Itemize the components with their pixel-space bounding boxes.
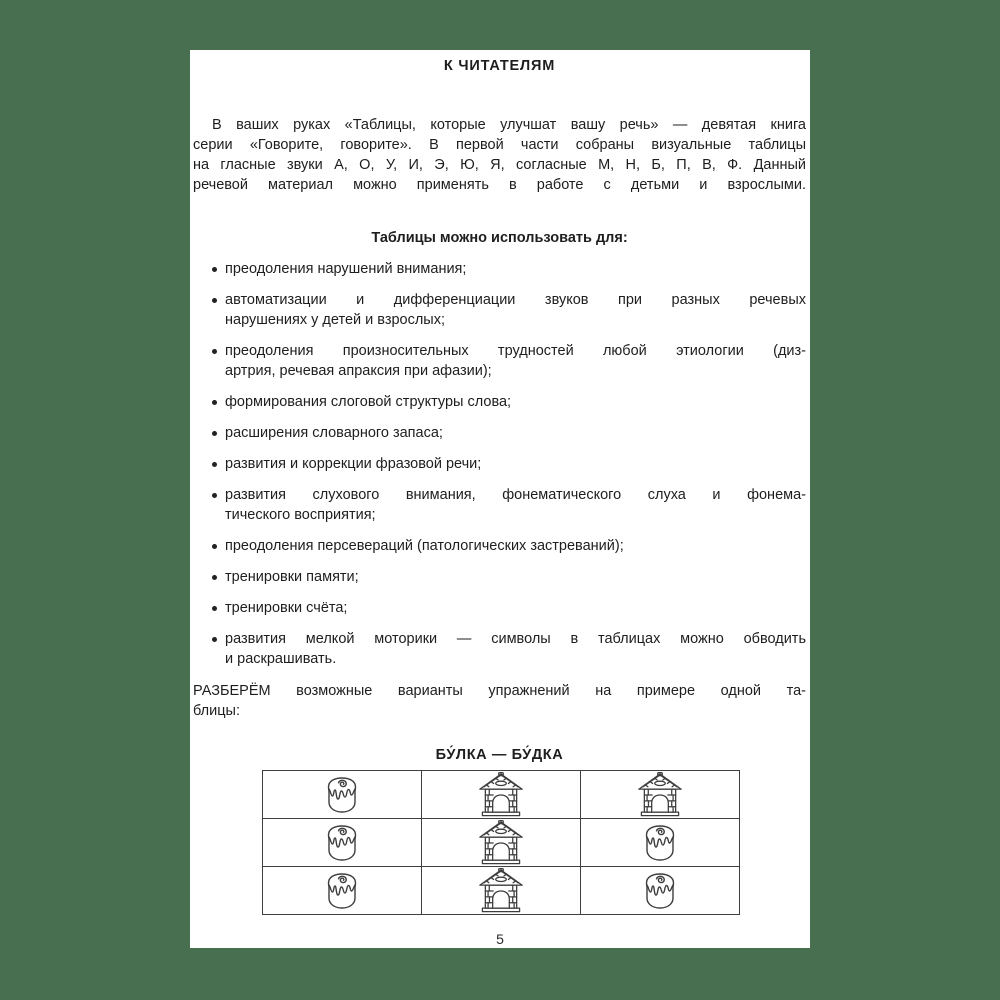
book-page	[190, 50, 810, 948]
table-row	[263, 771, 740, 819]
usage-list-item	[193, 290, 806, 330]
table-cell	[422, 819, 581, 867]
bullet-icon	[212, 575, 217, 580]
usage-list	[193, 259, 806, 669]
text-line: на гласные звуки А, О, У, И, Э, Ю, Я, согласные М, Н, Б, П, В, Ф. Данный	[193, 157, 806, 173]
usage-list-item	[193, 454, 806, 474]
usage-heading: Таблицы можно использовать для:	[371, 230, 628, 246]
bun-icon	[640, 871, 680, 911]
usage-list-item	[193, 536, 806, 556]
text-line: В ваших руках «Таблицы, которые улучшат вашу речь» — девятая книга	[212, 117, 806, 133]
table-cell	[263, 819, 422, 867]
bullet-icon	[212, 431, 217, 436]
text-line: артрия, речевая апраксия при афазии);	[225, 363, 492, 379]
usage-list-item	[193, 259, 806, 279]
table-row	[263, 819, 740, 867]
text-line: развития и коррекции фразовой речи;	[225, 456, 482, 472]
usage-list-item	[193, 392, 806, 412]
bun-icon	[322, 823, 362, 863]
text-line: тического восприятия;	[225, 507, 376, 523]
bullet-icon	[212, 400, 217, 405]
text-line: тренировки памяти;	[225, 569, 359, 585]
doghouse-icon	[478, 820, 524, 865]
bullet-icon	[212, 637, 217, 642]
text-line: расширения словарного запаса;	[225, 425, 443, 441]
page-number: 5	[496, 931, 504, 947]
table-cell	[581, 867, 740, 915]
doghouse-icon	[637, 772, 683, 817]
usage-list-item	[193, 485, 806, 525]
text-line: речевой материал можно применять в работе с детьми и взрослыми.	[193, 177, 806, 193]
table-cell	[422, 771, 581, 819]
table-cell	[581, 771, 740, 819]
text-line: преодоления нарушений внимания;	[225, 261, 467, 277]
page-title: К ЧИТАТЕЛЯМ	[443, 58, 556, 74]
doghouse-icon	[478, 772, 524, 817]
bun-icon	[322, 871, 362, 911]
bullet-icon	[212, 267, 217, 272]
bullet-icon	[212, 606, 217, 611]
usage-list-item	[193, 567, 806, 587]
text-line: развития мелкой моторики — символы в таблицах можно обводить	[225, 631, 806, 647]
usage-list-item	[193, 341, 806, 381]
table-cell	[263, 867, 422, 915]
text-line: блицы:	[193, 703, 240, 719]
text-line: формирования слоговой структуры слова;	[225, 394, 512, 410]
text-line: преодоления персевераций (патологических застреваний);	[225, 538, 624, 554]
bullet-icon	[212, 349, 217, 354]
text-line: автоматизации и дифференциации звуков при разных речевых	[225, 292, 806, 308]
bullet-icon	[212, 298, 217, 303]
text-line: тренировки счёта;	[225, 600, 348, 616]
razberem-paragraph	[193, 681, 806, 721]
usage-list-item	[193, 598, 806, 618]
example-table-body	[263, 771, 740, 915]
intro-paragraph	[193, 115, 806, 195]
usage-list-item	[193, 629, 806, 669]
table-cell	[581, 819, 740, 867]
text-line: преодоления произносительных трудностей любой этиологии (диз-	[225, 343, 806, 359]
table-cell	[263, 771, 422, 819]
text-line: развития слухового внимания, фонематического слуха и фонема-	[225, 487, 806, 503]
text-line: серии «Говорите, говорите». В первой части собраны визуальные таблицы	[193, 137, 806, 153]
text-line: и раскрашивать.	[225, 651, 337, 667]
doghouse-icon	[478, 868, 524, 913]
bullet-icon	[212, 544, 217, 549]
text-line: нарушениях у детей и взрослых;	[225, 312, 446, 328]
table-cell	[422, 867, 581, 915]
example-table	[262, 770, 740, 915]
example-heading: БУ́ЛКА — БУ́ДКА	[435, 747, 564, 763]
bun-icon	[640, 823, 680, 863]
usage-list-item	[193, 423, 806, 443]
bullet-icon	[212, 462, 217, 467]
table-row	[263, 867, 740, 915]
text-line: РАЗБЕРЁМ возможные варианты упражнений на примере одной та-	[193, 683, 806, 699]
bullet-icon	[212, 493, 217, 498]
bun-icon	[322, 775, 362, 815]
